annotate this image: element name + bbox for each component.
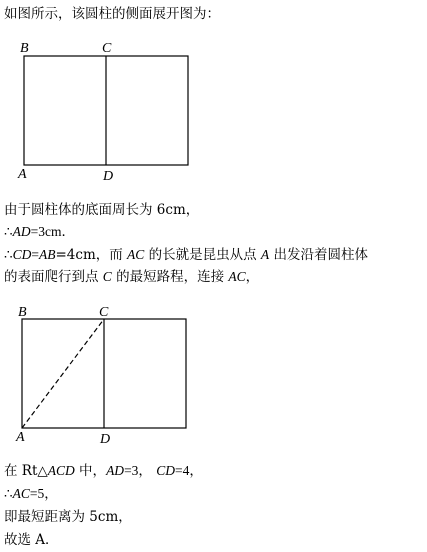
triangle-acd: ACD	[47, 463, 75, 478]
label-c-1: C	[102, 41, 112, 56]
shortest-line: 即最短距离为 5cm，	[4, 509, 132, 525]
point-a: A	[260, 247, 270, 262]
rt-prefix: 在 Rt△	[4, 463, 48, 479]
label-a-1: A	[18, 167, 27, 182]
label-d-2: D	[100, 432, 111, 447]
intro-text: 如图所示，该圆柱的侧面展开图为：	[4, 6, 220, 22]
var-ad: AD	[12, 224, 31, 239]
circumference-line: 由于圆柱体的底面周长为 6cm，	[4, 202, 200, 218]
zhong: 中，	[74, 463, 107, 479]
cd-val: =4，	[175, 463, 203, 478]
ac-val: =5，	[29, 486, 58, 501]
ad-line	[4, 223, 75, 241]
label-d-1: D	[103, 169, 114, 184]
long-text: 的长就是昆虫从点	[144, 247, 257, 263]
ad-val: =3，	[124, 463, 152, 478]
label-b-2: B	[18, 305, 27, 320]
point-c: C	[102, 269, 112, 284]
therefore-symbol: ∴	[4, 224, 13, 240]
therefore-symbol-2: ∴	[4, 486, 13, 502]
ad-value: =3cm．	[30, 224, 75, 239]
path-end: ，	[245, 269, 260, 285]
rt-triangle-line	[4, 462, 203, 480]
label-b-1: B	[20, 41, 29, 56]
path-line	[4, 268, 259, 286]
var-cd: CD	[12, 247, 32, 262]
equals: =	[31, 247, 39, 262]
path-text-1: 的表面爬行到点	[4, 269, 99, 285]
label-a-2: A	[16, 430, 25, 445]
var-ac: AC	[127, 247, 145, 262]
rest-text: 出发沿着圆柱体	[269, 247, 368, 263]
dashed-diagonal-ac	[22, 319, 104, 428]
ac-line	[4, 485, 58, 503]
var-ab: AB	[38, 247, 56, 262]
var-ac-2: AC	[228, 269, 246, 284]
path-text-2: 的最短路程，连接	[111, 269, 225, 285]
var-cd-2: CD	[156, 463, 175, 478]
cd-line	[4, 246, 368, 264]
var-ad-2: AD	[106, 463, 125, 478]
var-ac-3: AC	[12, 486, 30, 501]
therefore-symbol: ∴	[4, 247, 13, 263]
cd-value: =4cm，而	[55, 247, 123, 263]
label-c-2: C	[99, 305, 109, 320]
answer-line: 故选 A．	[4, 532, 59, 548]
